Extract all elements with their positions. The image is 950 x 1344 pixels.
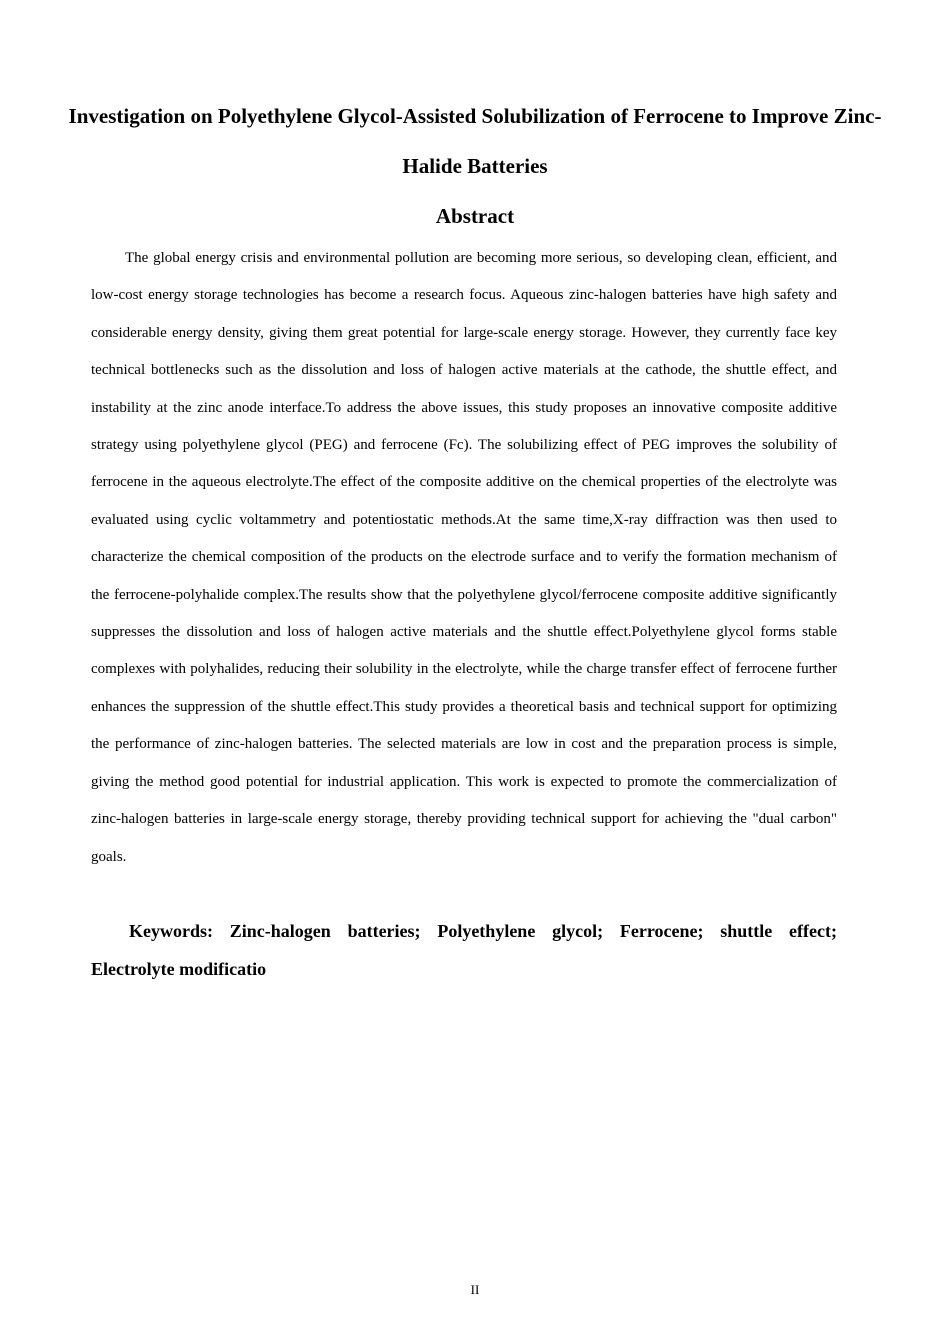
document-title: Investigation on Polyethylene Glycol-Assisted Solubilization of Ferrocene to Improve Zinc-Halide Batteries <box>68 104 882 178</box>
keywords: Keywords: Zinc-halogen batteries; Polyethylene glycol; Ferrocene; shuttle effect; Electrolyte modificatio <box>91 921 837 979</box>
abstract-body: The global energy crisis and environmental pollution are becoming more serious, so developing clean, efficient, and low-cost energy storage technologies has become a research focus. Aqueous zinc-halogen batteries have high safety and considerable energy density, giving them great potential for large-scale energy storage. However, they currently face key technical bottlenecks such as the dissolution and loss of halogen active materials at the cathode, the shuttle effect, and instability at the zinc anode interface.To address the above issues, this study proposes an innovative composite additive strategy using polyethylene glycol (PEG) and ferrocene (Fc). The solubilizing effect of PEG improves the solubility of ferrocene in the aqueous electrolyte.The effect of the composite additive on the chemical properties of the electrolyte was evaluated using cyclic voltammetry and potentiostatic methods.At the same time,X-ray diffraction was then used to characterize the chemical composition of the products on the electrode surface and to verify the formation mechanism of the ferrocene-polyhalide complex.The results show that the polyethylene glycol/ferrocene composite additive significantly suppresses the dissolution and loss of halogen active materials and the shuttle effect.Polyethylene glycol forms stable complexes with polyhalides, reducing their solubility in the electrolyte, while the charge transfer effect of ferrocene further enhances the suppression of the shuttle effect.This study provides a theoretical basis and technical support for optimizing the performance of zinc-halogen batteries. The selected materials are low in cost and the preparation process is simple, giving the method good potential for industrial application. This work is expected to promote the commercialization of zinc-halogen batteries in large-scale energy storage, thereby providing technical support for achieving the "dual carbon" goals. <box>91 250 837 865</box>
abstract-heading: Abstract <box>435 204 515 228</box>
page-number: II <box>470 1282 480 1297</box>
